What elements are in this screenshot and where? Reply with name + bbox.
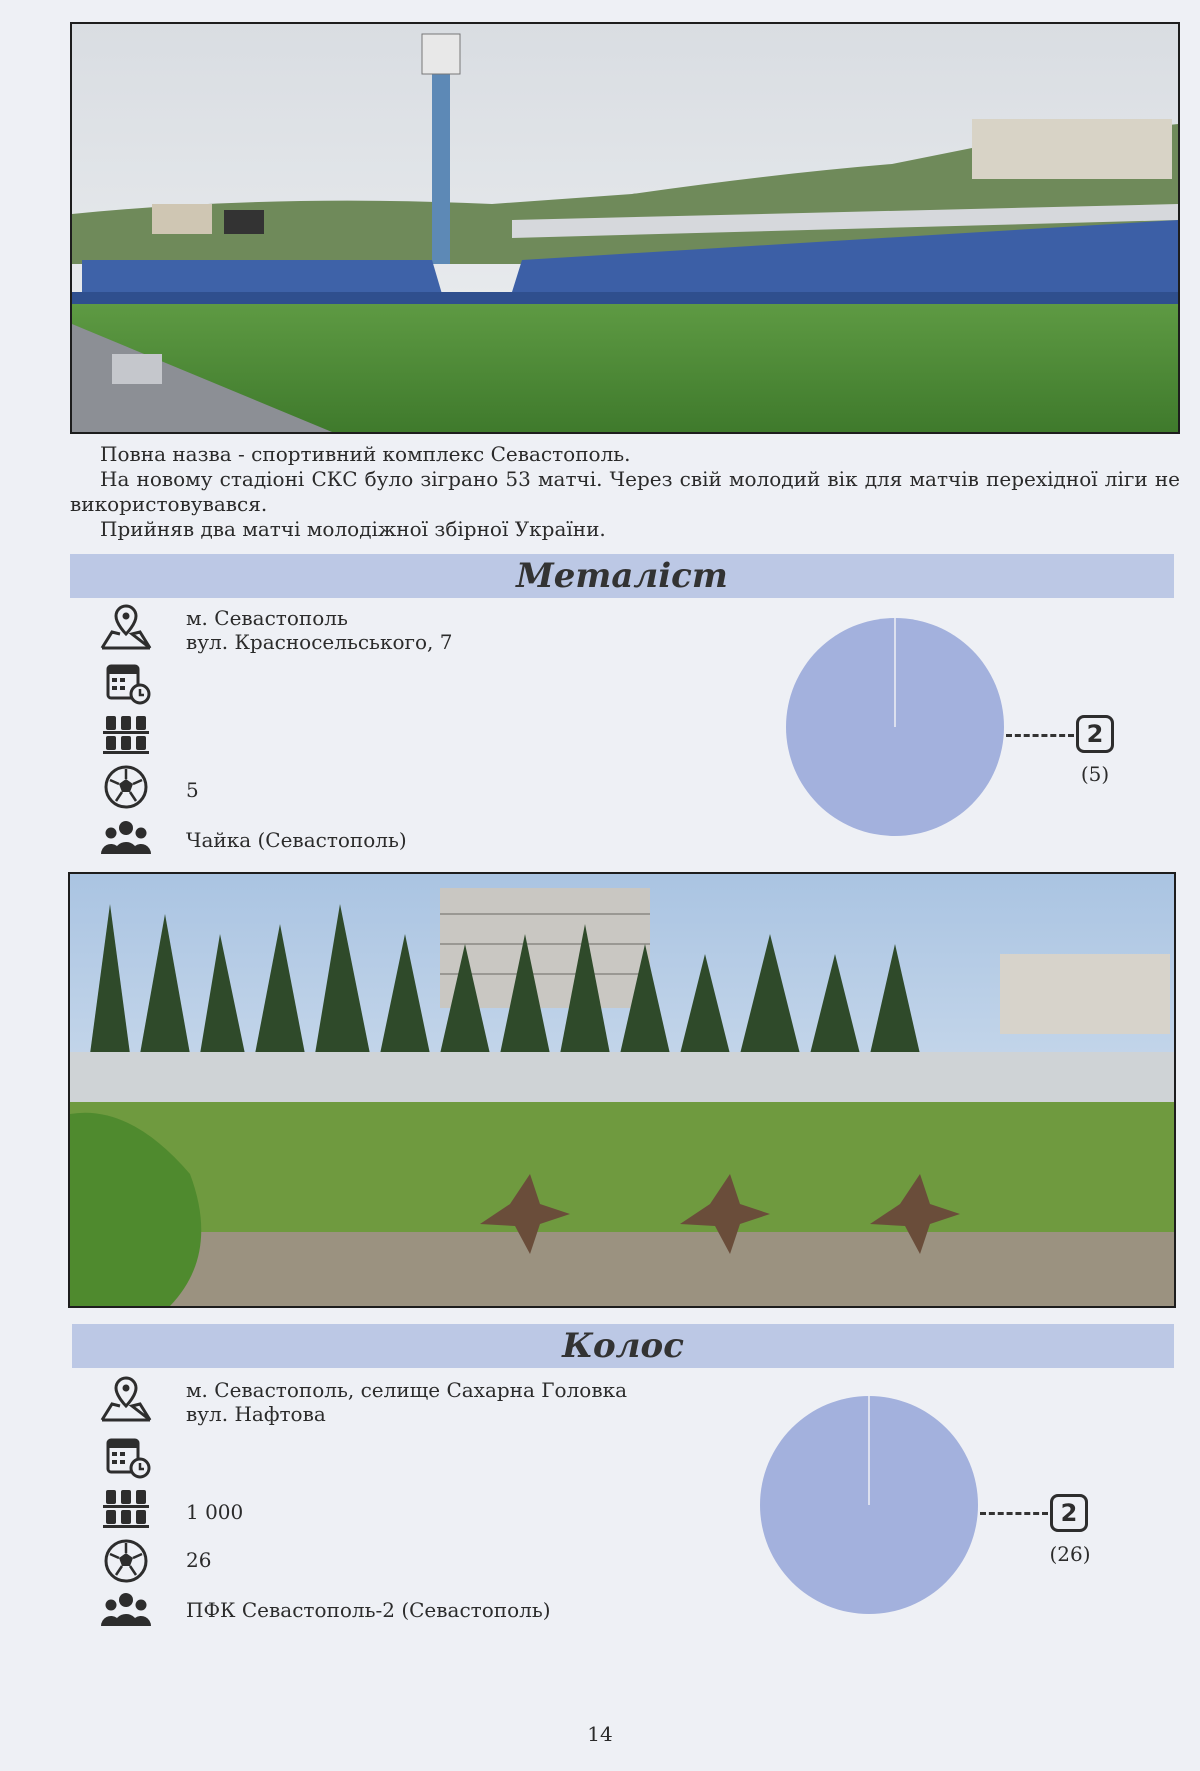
intro-paragraph-1: Повна назва - спортивний комплекс Севастополь.: [100, 442, 631, 466]
map-pin-icon: [98, 604, 154, 650]
legend-subtotal: (26): [1049, 1542, 1091, 1566]
address-line-1: м. Севастополь, селище Сахарна Головка: [186, 1378, 627, 1402]
matches-pie-kolos: [760, 1396, 978, 1614]
page-number: 14: [587, 1722, 613, 1746]
section-title-metalist: Металіст: [70, 554, 1174, 598]
map-pin-icon: [98, 1376, 154, 1422]
stadium-seats-icon: [98, 712, 154, 758]
legend-subtotal: (5): [1080, 762, 1110, 786]
legend-value-badge: 2: [1076, 715, 1114, 753]
team-value: Чайка (Севастополь): [186, 828, 407, 852]
legend-leader-line: [980, 1512, 1048, 1515]
team-people-icon: [98, 1588, 154, 1634]
intro-paragraph-2: На новому стадіоні СКС було зіграно 53 матчі. Через свій молодий вік для матчів перехідної ліги не використовувався.: [70, 467, 1180, 516]
calendar-clock-icon: [98, 1434, 154, 1480]
matches-value: 26: [186, 1548, 212, 1572]
metalist-stadium-photo: [68, 872, 1176, 1308]
team-value: ПФК Севастополь-2 (Севастополь): [186, 1598, 551, 1622]
sks-stadium-photo: [70, 22, 1180, 434]
matches-value: 5: [186, 778, 199, 802]
stadium-seats-icon: [98, 1486, 154, 1532]
intro-paragraph-3: Прийняв два матчі молодіжної збірної України.: [100, 517, 606, 541]
soccer-ball-icon: [98, 1538, 154, 1584]
address-line-2: вул. Красносельського, 7: [186, 630, 453, 654]
legend-leader-line: [1006, 734, 1074, 737]
section-title-kolos: Колос: [72, 1324, 1174, 1368]
team-people-icon: [98, 816, 154, 862]
capacity-value: 1 000: [186, 1500, 244, 1524]
calendar-clock-icon: [98, 660, 154, 706]
intro-text: [70, 442, 1180, 542]
legend-value-badge: 2: [1050, 1494, 1088, 1532]
matches-pie-metalist: [786, 618, 1004, 836]
address-line-1: м. Севастополь: [186, 606, 348, 630]
soccer-ball-icon: [98, 764, 154, 810]
address-line-2: вул. Нафтова: [186, 1402, 326, 1426]
